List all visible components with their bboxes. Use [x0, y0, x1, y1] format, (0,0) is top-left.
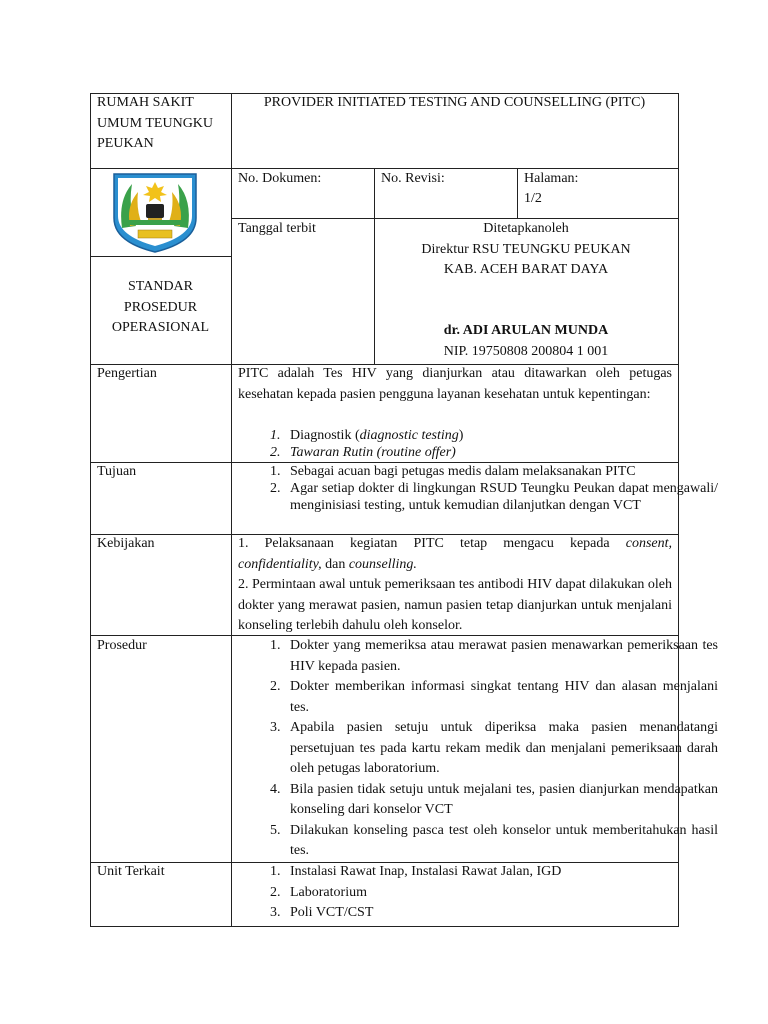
- pengertian-list: [238, 427, 718, 461]
- list-item: 1. Dokter yang memeriksa atau merawat pasien menawarkan pemeriksaan tes HIV kepada pasien.: [284, 636, 718, 677]
- kebijakan-point-2: 2. Permintaan awal untuk pemeriksaan tes antibodi HIV dapat dilakukan oleh dokter yang merawat pasien, namun pasien tetap dianjurkan untuk menjalani konseling terlebih dahulu oleh konselor.: [238, 577, 673, 633]
- list-item: 2. Agar setiap dokter di lingkungan RSUD Teungku Peukan dapat mengawali/ menginisiasi testing, untuk kemudian dilanjutkan dengan VCT: [284, 480, 718, 514]
- list-item: 2. Laboratorium: [284, 883, 718, 904]
- sop-heading: STANDAR PROSEDUR OPERASIONAL: [111, 279, 210, 335]
- no-revisi-label: No. Revisi:: [381, 171, 445, 186]
- signatory-name: dr. ADI ARULAN MUNDA: [443, 323, 609, 338]
- kabupaten: KAB. ACEH BARAT DAYA: [443, 262, 609, 277]
- list-item: 3. Apabila pasien setuju untuk diperiksa maka pasien menandatangi persetujuan tes pada kartu rekam medik dan menjalani pemeriksaan darah oleh petugas laboratorium.: [284, 718, 718, 780]
- ditetapkan-oleh: Ditetapkanoleh: [483, 221, 569, 236]
- kebijakan-point-1: 1. Pelaksanaan kegiatan PITC tetap mengacu kepada consent,: [238, 536, 673, 551]
- list-item: 1. Sebagai acuan bagi petugas medis dalam melaksanakan PITC: [284, 463, 718, 480]
- approval-block: [374, 219, 678, 281]
- pengertian-label: Pengertian: [97, 366, 157, 381]
- table-border-left: [90, 93, 91, 927]
- prosedur-label: Prosedur: [97, 638, 147, 653]
- kebijakan-text: 1. Pelaksanaan kegiatan PITC tetap mengacu kepada consent, confidentiality, dan counselling. 2. Permintaan awal untuk pemeriksaan tes antibodi HIV dapat dilakukan oleh dokter yang merawat pasien, namun pasien tetap dianjurkan untuk menjalani konseling terlebih dahulu oleh konselor.: [238, 534, 672, 637]
- list-item: 2. Tawaran Rutin (routine offer): [284, 444, 718, 461]
- column-divider: [231, 93, 232, 927]
- hospital-logo-emblem: [108, 170, 202, 254]
- no-dokumen-label: No. Dokumen:: [238, 171, 322, 186]
- table-border-bottom: [90, 926, 679, 927]
- prosedur-list: [238, 636, 718, 862]
- direktur-title: Direktur RSU TEUNGKU PEUKAN: [421, 241, 631, 257]
- unit-terkait-list: [238, 862, 718, 924]
- list-item: 3. Poli VCT/CST: [284, 903, 718, 924]
- list-item: 5. Dilakukan konseling pasca test oleh konselor untuk memberitahukan hasil tes.: [284, 821, 718, 862]
- row-divider: [90, 168, 231, 169]
- list-item: 4. Bila pasien tidak setuju untuk mejalani tes, pasien dianjurkan mendapatkan konseling dari konselor VCT: [284, 780, 718, 821]
- tujuan-label: Tujuan: [97, 464, 137, 479]
- halaman-label: Halaman:: [524, 171, 579, 186]
- list-item: 2. Dokter memberikan informasi singkat tentang HIV dan alasan menjalani tes.: [284, 677, 718, 718]
- tujuan-list: [238, 463, 718, 514]
- column-divider: [517, 168, 518, 219]
- pengertian-text: PITC adalah Tes HIV yang dianjurkan atau ditawarkan oleh petugas kesehatan kepada pasien pengguna layanan kesehatan untuk kepentingan:: [238, 366, 672, 402]
- kebijakan-label: Kebijakan: [97, 536, 155, 551]
- halaman-value: 1/2: [524, 191, 542, 206]
- signatory-nip: NIP. 19750808 200804 1 001: [443, 344, 609, 359]
- tanggal-terbit-label: Tanggal terbit: [238, 221, 316, 236]
- hospital-name: RUMAH SAKIT UMUM TEUNGKU PEUKAN: [97, 95, 214, 151]
- row-divider: [90, 256, 231, 257]
- document-title: PROVIDER INITIATED TESTING AND COUNSELLING (PITC): [263, 95, 646, 110]
- list-item: 1. Instalasi Rawat Inap, Instalasi Rawat Jalan, IGD: [284, 862, 718, 883]
- unit-terkait-label: Unit Terkait: [97, 864, 165, 879]
- list-item: 1. Diagnostik (diagnostic testing): [284, 427, 718, 444]
